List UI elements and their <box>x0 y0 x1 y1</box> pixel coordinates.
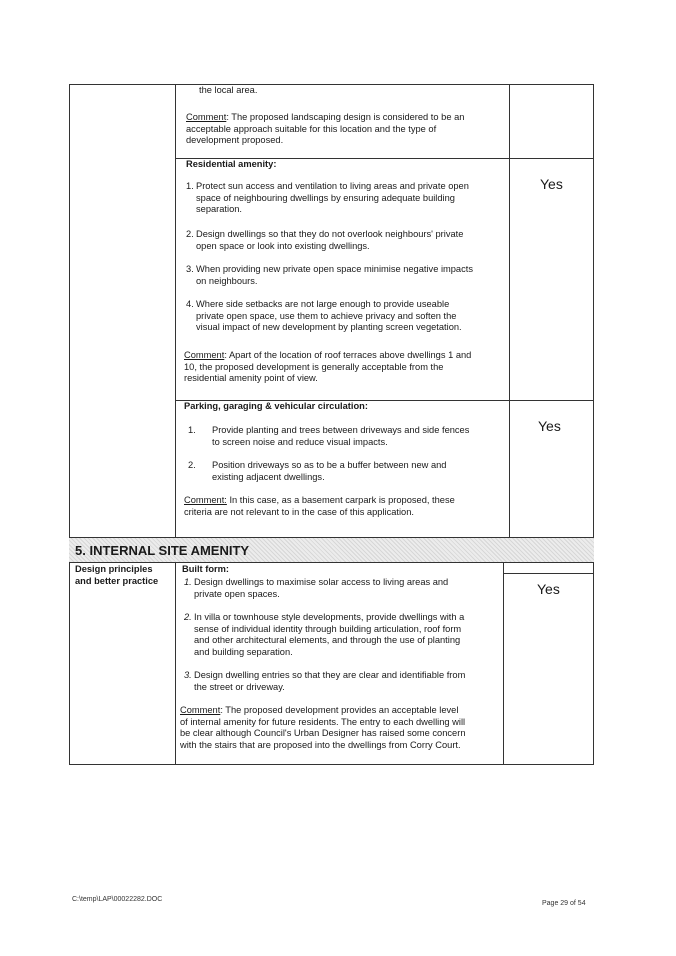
column-divider <box>509 84 510 538</box>
parking-heading: Parking, garaging & vehicular circulation: <box>184 401 368 411</box>
column-divider <box>503 562 504 765</box>
built-form-comment: Comment: The proposed development provides an acceptable level of internal amenity for future residents. The entry to each dwelling will be clear although Council's Urban Designer has raised some concern with the stairs that are proposed into the dwellings from Corry Court. <box>180 705 466 750</box>
landscaping-comment: Comment: The proposed landscaping design is considered to be an acceptable approach suitable for this location and the type of development proposed. <box>186 112 465 145</box>
parking-comment: Comment: In this case, as a basement carpark is proposed, these criteria are not relevant to in the case of this application. <box>184 495 455 517</box>
file-path: C:\temp\LAP\00022282.DOC <box>72 896 163 903</box>
comment-label: Comment: <box>184 495 227 505</box>
compliance-value: Yes <box>537 581 560 597</box>
continued-text: the local area. <box>199 85 258 95</box>
page-number: Page 29 of 54 <box>542 900 586 907</box>
section-header <box>69 537 594 563</box>
row-label: Design principles and better practice <box>75 564 159 586</box>
comment-label: Comment <box>180 705 221 715</box>
comment-label: Comment <box>186 112 227 122</box>
row-divider <box>503 573 594 574</box>
section-title: 5. INTERNAL SITE AMENITY <box>75 543 250 558</box>
comment-label: Comment <box>184 350 225 360</box>
built-form-heading: Built form: <box>182 564 229 574</box>
compliance-value: Yes <box>538 418 561 434</box>
compliance-value: Yes <box>540 176 563 192</box>
column-divider <box>175 84 176 538</box>
residential-comment: Comment: Apart of the location of roof terraces above dwellings 1 and 10, the proposed development is generally acceptable from the residential amenity point of view. <box>184 350 472 383</box>
residential-heading: Residential amenity: <box>186 159 277 169</box>
column-divider <box>175 562 176 765</box>
